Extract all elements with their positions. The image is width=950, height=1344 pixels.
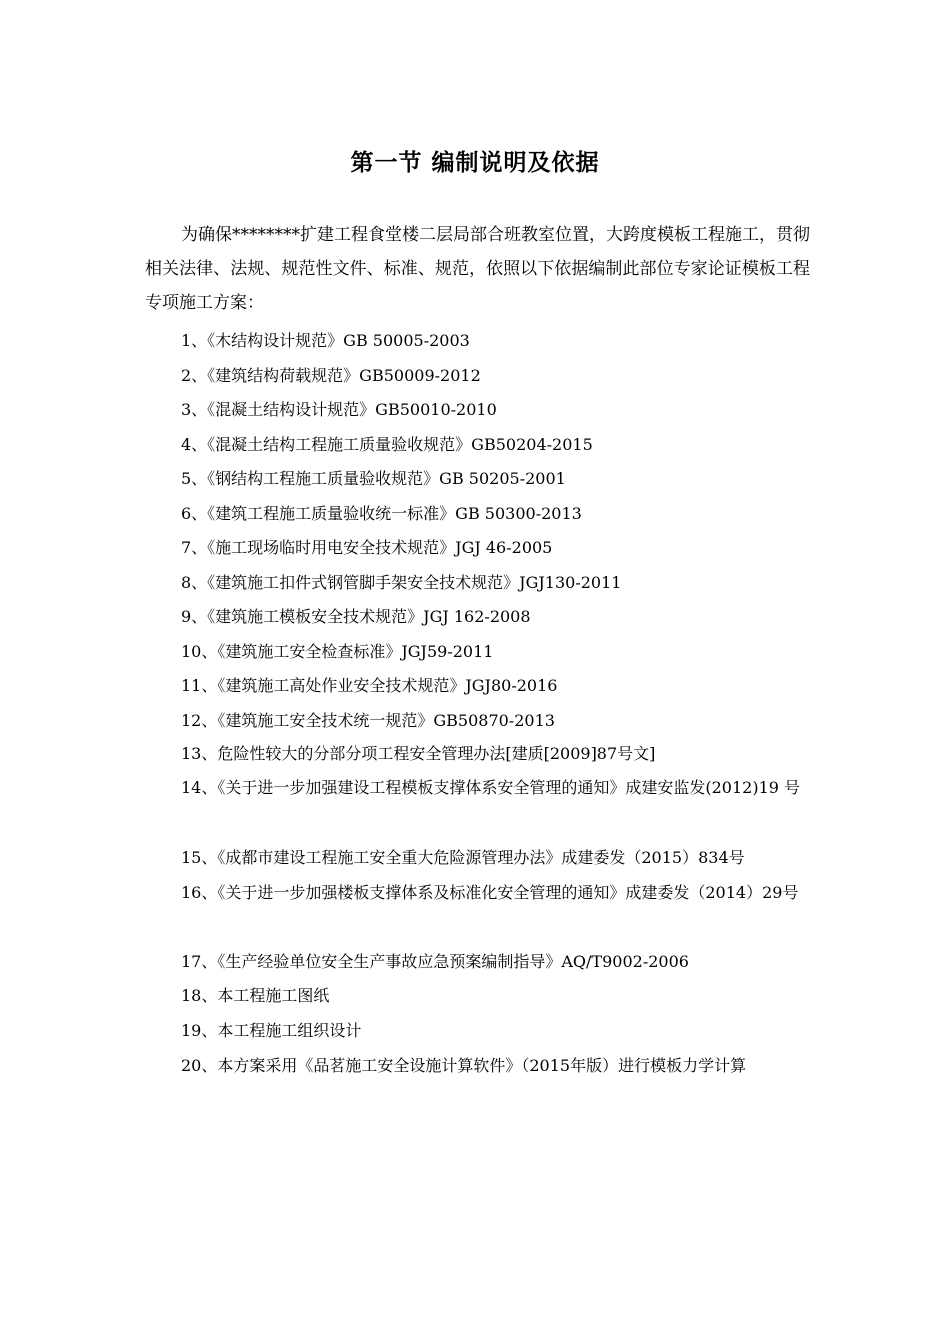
reference-item-7: 7、《施工现场临时用电安全技术规范》JGJ 46-2005 [181,538,553,557]
intro-paragraph-block [145,218,810,320]
reference-item-5: 5、《钢结构工程施工质量验收规范》GB 50205-2001 [181,469,566,488]
reference-item-13: 13、危险性较大的分部分项工程安全管理办法[建质[2009]87号文] [181,743,656,763]
reference-item-14: 14、《关于进一步加强建设工程模板支撑体系安全管理的通知》成建安监发(2012)19 号 [181,777,801,797]
reference-item-16: 16、《关于进一步加强楼板支撑体系及标准化安全管理的通知》成建委发（2014）29号 [181,882,799,902]
reference-item-2: 2、《建筑结构荷载规范》GB50009-2012 [181,365,481,385]
reference-item-1: 1、《木结构设计规范》GB 50005-2003 [181,331,470,350]
reference-item-4: 4、《混凝土结构工程施工质量验收规范》GB50204-2015 [181,434,593,454]
reference-item-11: 11、《建筑施工高处作业安全技术规范》JGJ80-2016 [181,676,558,695]
reference-item-19: 19、本工程施工组织设计 [181,1020,362,1040]
reference-item-18: 18、本工程施工图纸 [181,986,330,1005]
reference-item-10: 10、《建筑施工安全检查标准》JGJ59-2011 [181,641,494,661]
reference-item-6: 6、《建筑工程施工质量验收统一标准》GB 50300-2013 [181,503,582,523]
section-title: 第一节 编制说明及依据 [350,149,600,176]
reference-item-8: 8、《建筑施工扣件式钢管脚手架安全技术规范》JGJ130-2011 [181,572,622,592]
reference-item-15: 15、《成都市建设工程施工安全重大危险源管理办法》成建委发（2015）834号 [181,847,745,867]
reference-item-17: 17、《生产经验单位安全生产事故应急预案编制指导》AQ/T9002-2006 [181,951,689,971]
reference-list [145,324,810,1083]
reference-item-9: 9、《建筑施工模板安全技术规范》JGJ 162-2008 [181,607,531,626]
intro-paragraph: 为确保********扩建工程食堂楼二层局部合班教室位置，大跨度模板工程施工，贯彻相关法律、法规、规范性文件、标准、规范，依照以下依据编制此部位专家论证模板工程专项施工方案： [145,225,810,313]
reference-item-3: 3、《混凝土结构设计规范》GB50010-2010 [181,400,497,419]
reference-item-12: 12、《建筑施工安全技术统一规范》GB50870-2013 [181,710,555,730]
reference-item-20: 20、本方案采用《品茗施工安全设施计算软件》（2015年版）进行模板力学计算 [181,1056,747,1075]
